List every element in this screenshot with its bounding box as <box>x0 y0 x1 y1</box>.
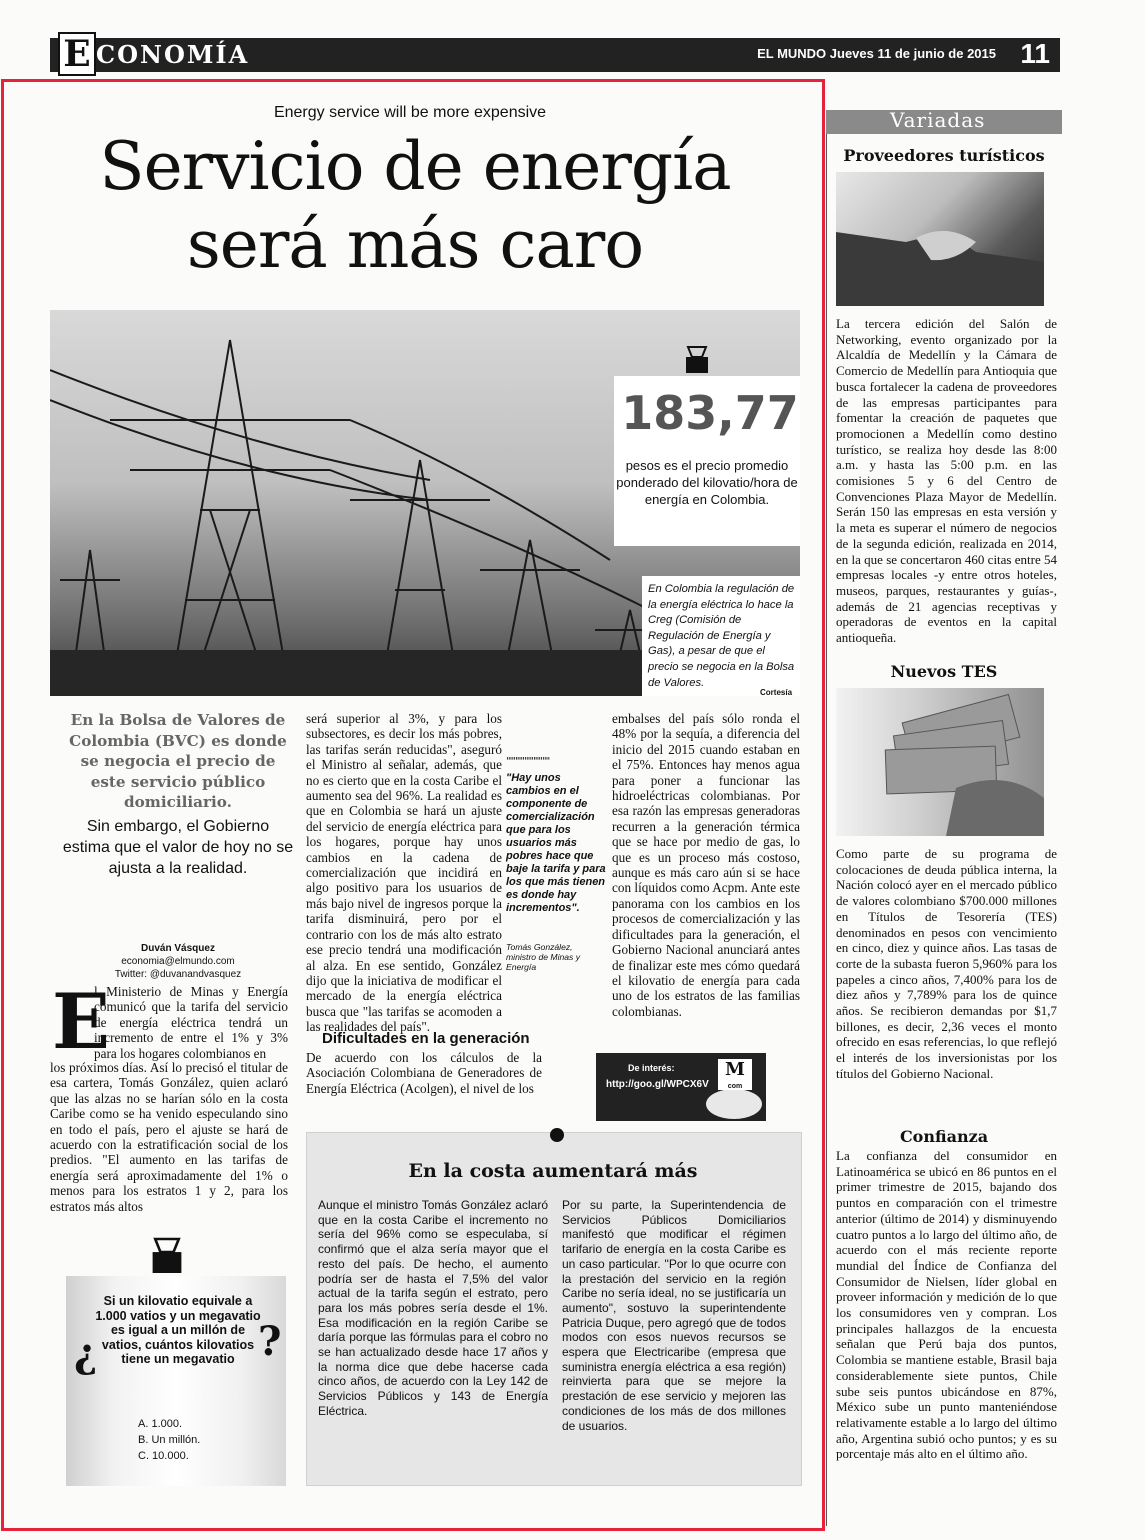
banknotes-illustration <box>836 688 1044 836</box>
paper-date: EL MUNDO Jueves 11 de junio de 2015 <box>757 46 996 61</box>
trivia-open-question: ¿ <box>74 1330 98 1377</box>
binder-clip-icon <box>150 1236 184 1276</box>
body-column-3: embalses del país sólo ronda el 48% por la sequía, a diferencia del inicio del 2015 cuando estaban en el 75%. Entonces hay menos agua para poner a funcionar las hidroeléctricas colombianas. Por esa razón las empresas generadoras recurren a la generación térmica que se hace por medio de gas, lo que es un proceso más costoso, aunque es más caro aún si se hace con líquidos como Acpm. Ante este panorama con los cambios en los procesos de comercialización y las dificultades para la generación, el Gobierno Nacional anunciará antes de finalizar este mes cómo quedará el kilovatio de energía para cada uno de los estratos de las familias colombianas. <box>612 711 800 1019</box>
photo-caption: En Colombia la regulación de la energía eléctrica lo hace la Creg (Comisión de Regulación de Energía y Gas), a pesar de que el precio se negocia en la Bolsa de Valores. <box>648 583 795 689</box>
stat-number: 183,77 <box>621 386 799 440</box>
sidebar-item-2-text: Como parte de su programa de colocaciones de deuda pública interna, la Nación colocó ayer en el mercado público de valores colombiano $700.000 millones en Títulos de Tesorería (TES) denominados en pesos con vencimiento en cinco, diez y quince años. Las tasas de corte de la subasta fueron 5,960% para los papeles a cinco años, 7,400% para los de diez años y 7,789% para los de quince años. Se recibieron demandas por $1,7 billones, es decir, 2,36 veces el monto ofrecido en esas referencias, lo que reflejó el interés de los inversionistas por los títulos del Gobierno Nacional. <box>836 846 1057 1081</box>
binder-clip-icon <box>684 345 710 375</box>
lede-rest: Sin embargo, el Gobierno estima que el valor de hoy no se ajusta a la realidad. <box>62 818 294 877</box>
trivia-question: Si un kilovatio equivale a 1.000 vatios y un megavatio es igual a un millón de vatios, cuántos kilovatios tiene un megavatio <box>95 1294 261 1366</box>
pull-quote-author: Tomás González, ministro de Minas y Energía <box>506 942 581 972</box>
logo-shadow <box>706 1089 762 1119</box>
sidebar-section-band <box>826 110 1062 134</box>
author-twitter: Twitter: @duvanandvasquez <box>114 969 242 980</box>
drop-cap: E <box>52 977 110 1066</box>
sidebar-item-1-title: Proveedores turísticos <box>843 146 1045 165</box>
kicker: Energy service will be more expensive <box>273 104 547 121</box>
quote-marks: """""""""""" <box>506 756 550 767</box>
masthead <box>50 33 1060 75</box>
stat-text: pesos es el precio promedio ponderado del kilovatio/hora de energía en Colombia. <box>616 458 798 507</box>
pushpin-icon <box>550 1128 564 1142</box>
headline-line-1: Servicio de energía <box>99 128 731 205</box>
headline <box>30 128 800 284</box>
lede-bold: En la Bolsa de Valores de Colombia (BVC) es donde se negocia el precio de este servicio público domiciliario. <box>69 711 287 811</box>
sidebar-item-3-text: La confianza del consumidor en Latinoamérica se ubicó en 86 puntos en el primer trimestre de 2015, bajando dos puntos en comparación con el trimestre anterior (último de 2014) y disminuyendo cuatro puntos a lo largo del último año, de acuerdo con el más reciente reporte mundial del Índice de Confianza del Consumidor de Nielsen, líder global en proveer información y medición de lo que los consumidores ven y compran. Los principales hallazgos de la encuesta señalan que Perú baja dos puntos, Colombia se mantiene estable, Brasil baja considerablemente siete puntos, Chile sube seis puntos ubicándose en 87%, México sube un punto manteniéndose relativamente estable a lo largo del último año, Argentina subió ocho puntos; y es su porcentaje más alto en el último año. <box>836 1148 1057 1462</box>
trivia-option-a: A. 1.000. <box>138 1418 183 1430</box>
section-initial: E <box>58 32 96 76</box>
sidebar-section-title: Variadas <box>890 108 986 132</box>
elmundo-logo: M <box>718 1059 752 1089</box>
subhead-dificultades: Dificultades en la generación <box>322 1030 530 1047</box>
sidebar-item-1-text: La tercera edición del Salón de Networking, evento organizado por la Alcaldía de Medellín y la Cámara de Comercio de Medellín para Antioquia que busca fortalecer la cadena de proveedores de las empresas participantes para fomentar la creación de paquetes que promocionen a Medellín como destino turístico, se realiza hoy desde las 8:00 a.m. y hasta las 5:00 p.m. en las comisiones 5 y 6 del Centro de Convenciones Plaza Mayor de Medellín. Serán 150 las empresas en esta versión y la meta es superar el número de negocios de la segunda edición, realizada en 2014, en la que se concertaron 460 citas entre 54 empresas locales -y entre otros hoteles, museos, parques, restaurantes y guías-, además de 21 agencias receptivas y operadoras de eventos en la capital antioqueña. <box>836 316 1057 646</box>
section-title: CONOMÍA <box>96 40 250 69</box>
box-column-right: Por su parte, la Superintendencia de Servicios Públicos Domiciliarios manifestó que modificar el régimen tarifario de energía en la costa Caribe es un caso particular. "Por lo que ocurre con la prestación del servicio en la región Caribe no sería ideal, no se justificaría un aumento", sostuvo la superintendente Patricia Duque, pero agregó que de todos modos con esos nuevos recursos se espera que Electricaribe (empresa que suministra energía eléctrica a esa región) reinvierta para que se mejore la prestación de ese servicio y mejoren las condiciones de los más de dos millones de usuarios. <box>562 1198 786 1433</box>
pull-quote: "Hay unos cambios en el componente de comercialización que para los usuarios más pobres hace que baje la tarifa y para los que más tienen es donde hay incrementos". <box>506 772 606 914</box>
trivia-close-question: ? <box>258 1318 282 1365</box>
sidebar-item-3-title: Confianza <box>899 1127 989 1146</box>
author-email: economia@elmundo.com <box>121 956 235 967</box>
banknotes-photo <box>836 688 1044 836</box>
trivia-option-b: B. Un millón. <box>138 1434 201 1446</box>
box-column-left: Aunque el ministro Tomás González aclaró que en la costa Caribe el incremento no sería del 96% como se especulaba, sí confirmó que el alza sería mayor que el resto del país. De hecho, el aumento podría ser de hasta el 7,5% del valor actual de la tarifa según el estrato, pero para los más pobres sería desde el 1%. Esa modificación en la región Caribe se daría porque las fórmulas para el cobro no se han actualizado desde hace 17 años y la norma dice que debe hacerse cada cinco años, de acuerdo con la Ley 142 de Servicios Públicos y 143 de Energía Eléctrica. <box>318 1198 548 1418</box>
body-column-2-after: De acuerdo con los cálculos de la Asociación Colombiana de Generadores de Energía Eléctrica (Acolgen), el nivel de los <box>306 1050 542 1096</box>
box-title: En la costa aumentará más <box>408 1160 698 1182</box>
photo-credit: Cortesía <box>760 688 793 697</box>
trivia-option-c: C. 10.000. <box>138 1450 189 1462</box>
author-name: Duván Vásquez <box>141 943 215 954</box>
byline <box>62 942 294 981</box>
handshake-photo <box>836 172 1044 306</box>
sidebar-item-2-title: Nuevos TES <box>890 662 998 681</box>
elmundo-logo-sub: com <box>718 1083 752 1090</box>
body-column-2: será superior al 3%, y para los subsectores, es decir los más pobres, las tarifas serán reducidas", aseguró el Ministro al señalar, además, que no es cierto que en la costa Caribe el aumento sea del 96%. La realidad es que en Colombia se hará un ajuste del servicio de energía eléctrica para los hogares, porque hay unos cambios en la cadena de comercialización que incidirá en algo positivo para los usuarios de más bajo nivel de ingresos porque la tarifa disminuirá, pero por el contrario con los de más alto estrato ese precio tendrá una modificación al alza. En ese sentido, González dijo que la iniciativa de modificar el mercado de la energía eléctrica busca que "las tarifas se acomoden a las realidades del país". <box>306 711 502 1035</box>
sidebar-divider <box>826 134 827 1526</box>
headline-line-2: será más caro <box>186 206 644 283</box>
body-column-1-cont: los próximos días. Así lo precisó el titular de esa cartera, Tomás González, quien aclaró que las alzas no se harían sólo en la costa Caribe como se ha venido especulando sino en todo el país, pero el ajuste se hará de acuerdo con la estratificación social de los predios. "El aumento en las tarifas de energía será aproximadamente del 1% o menos para los estratos 1 y 2, para los estratos más altos <box>50 1060 288 1214</box>
page-number: 11 <box>1020 38 1050 69</box>
handshake-illustration <box>836 172 1044 306</box>
body-column-1-start: l Ministerio de Minas y Energía comunicó que la tarifa del servicio de energía eléctrica tendrá un incremento de entre el 1% y 3% para los hogares colombianos en <box>94 984 288 1061</box>
interes-link-box[interactable] <box>596 1053 766 1121</box>
interes-url[interactable]: http://goo.gl/WPCX6V <box>606 1079 709 1090</box>
interes-label: De interés: <box>628 1063 675 1073</box>
